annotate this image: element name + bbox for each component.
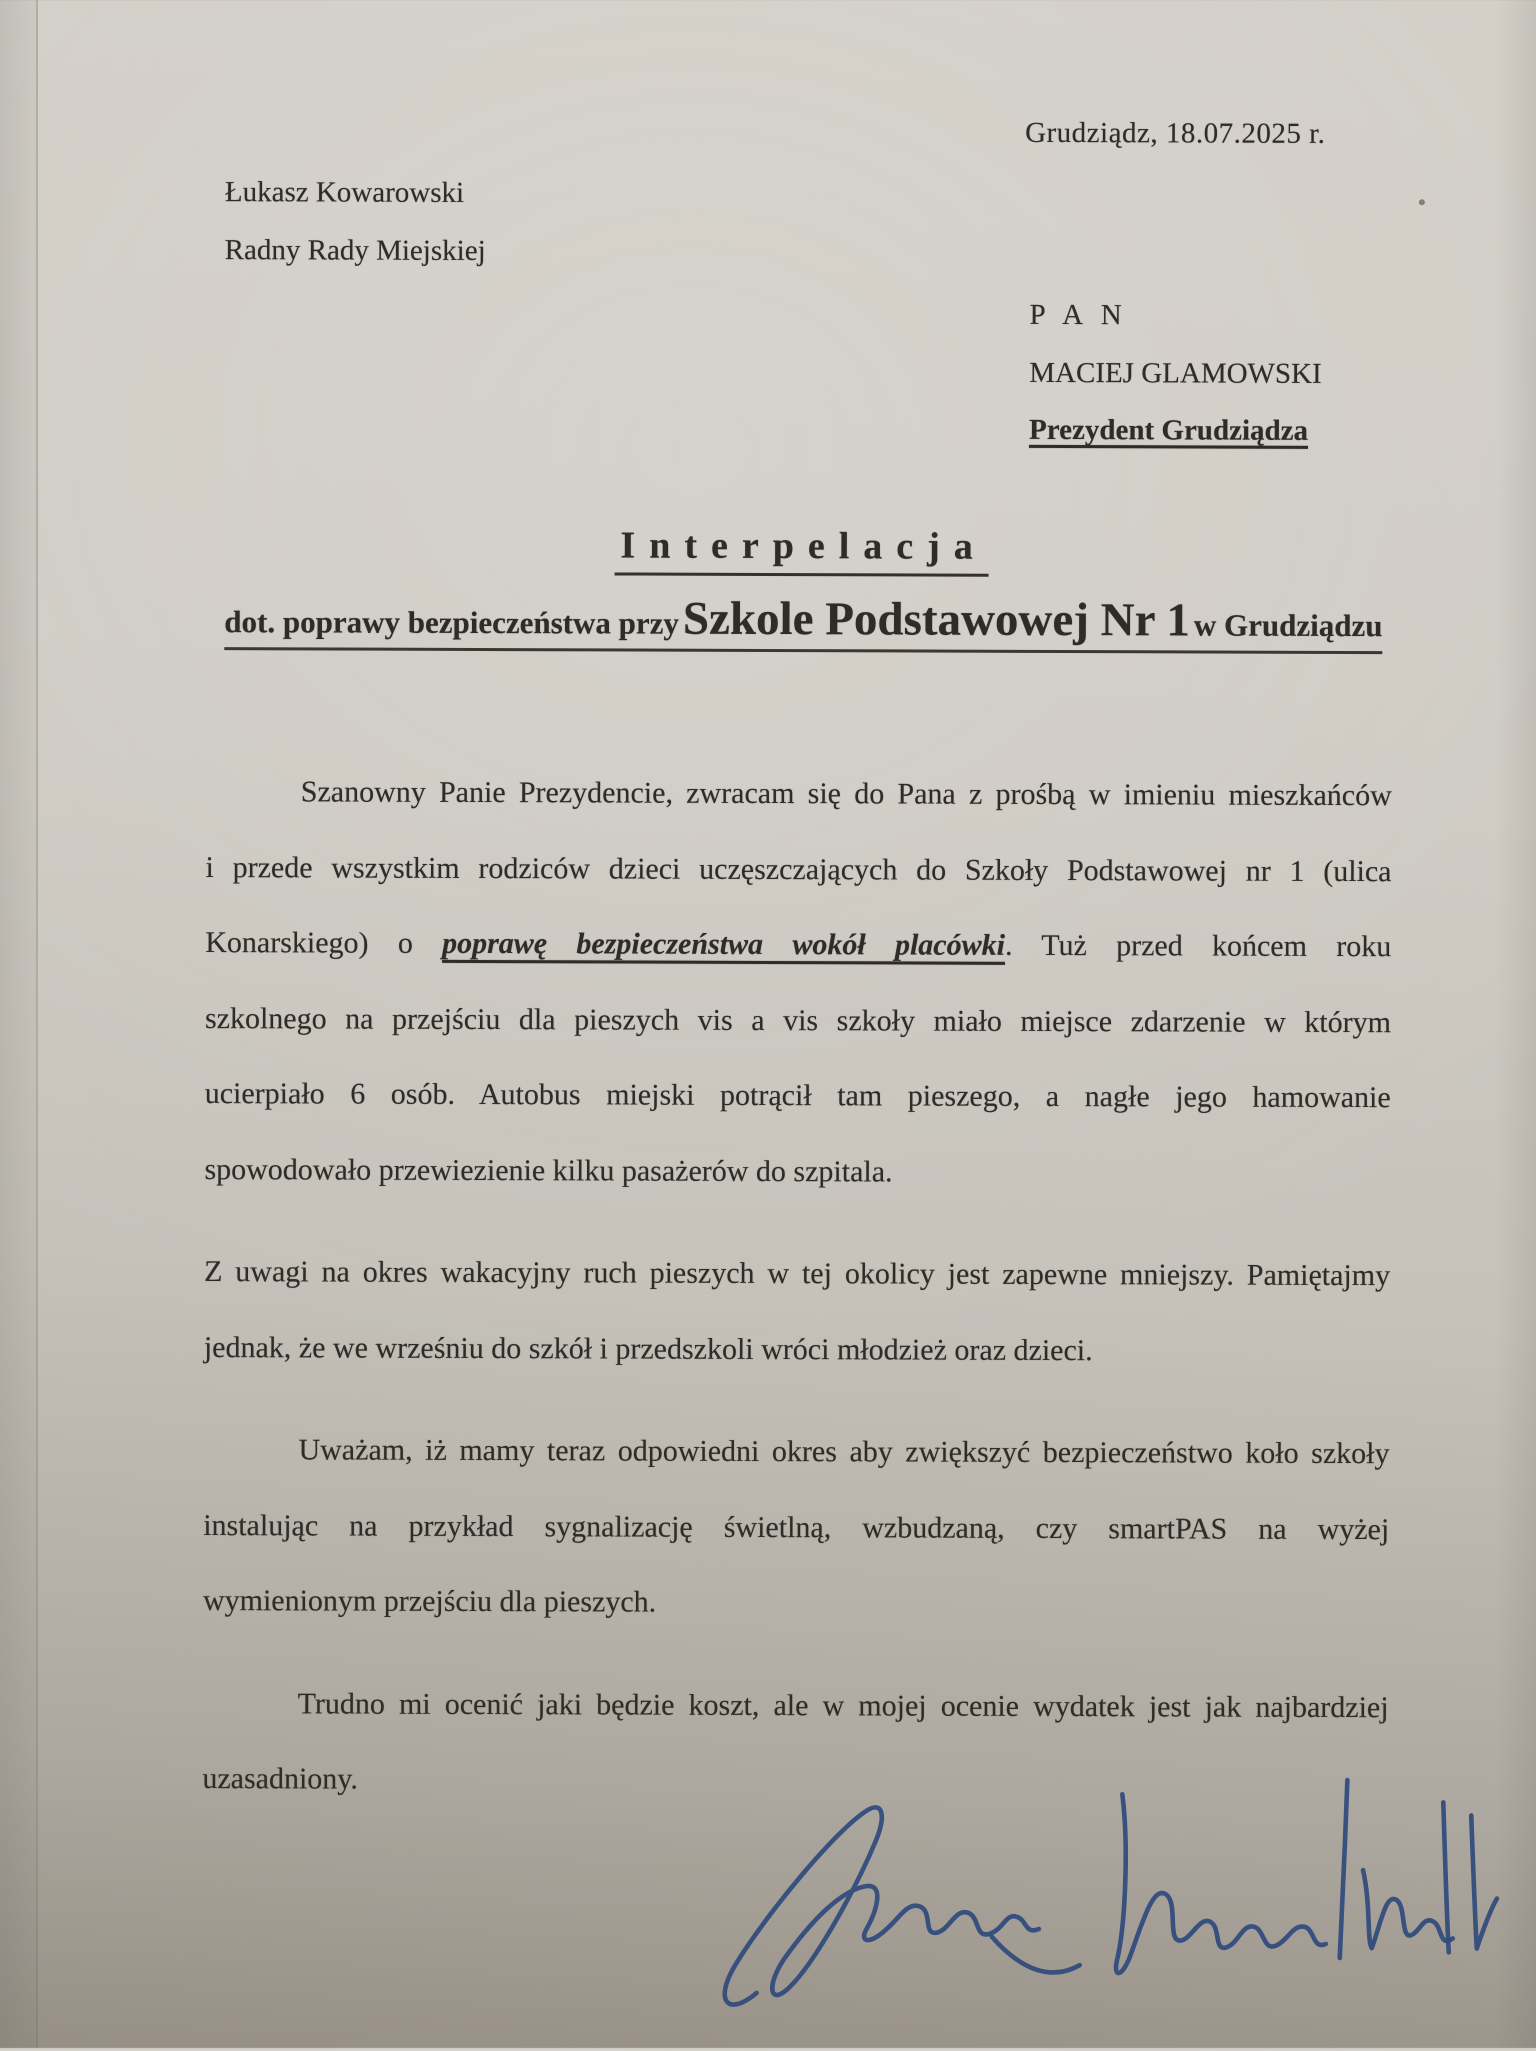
text-segment: spowodowało przewiezienie kilku pasażerów do szpitala. (204, 1152, 893, 1188)
letter-subject (224, 590, 1382, 654)
text-line (205, 830, 1391, 910)
text-segment: i przede wszystkim rodziców dzieci uczęszczających do Szkoły Podstawowej nr 1 (ulica (205, 850, 1392, 888)
text-line (205, 905, 1391, 985)
paragraph (203, 1412, 1390, 1643)
text-segment: Uważam, iż mamy teraz odpowiedni okres aby zwiększyć bezpieczeństwo koło szkoły (298, 1433, 1390, 1471)
text-segment: instalując na przykład sygnalizację świetlną, wzbudzaną, czy smartPAS na wyżej (203, 1508, 1390, 1546)
text-segment: wymienionym przejściu dla pieszych. (202, 1584, 657, 1619)
letter-subject-row (35, 589, 1536, 654)
letter-title-row (34, 521, 1536, 578)
recipient-block (1029, 287, 1322, 461)
text-line (204, 1132, 1390, 1212)
text-line (204, 1310, 1390, 1390)
recipient-role: Prezydent Grudziądza (1029, 413, 1309, 447)
letter-body (202, 754, 1392, 1848)
text-segment: jednak, że we wrześniu do szkół i przedszkoli wróci młodzież oraz dzieci. (203, 1330, 1093, 1367)
text-segment: szkolnego na przejściu dla pieszych vis a vis szkoły miało miejsce zdarzenie w którym (204, 1001, 1392, 1039)
text-segment: ucierpiało 6 osób. Autobus miejski potrącił tam pieszego, a nagłe jego hamowanie (204, 1077, 1391, 1115)
letter-title: Interpelacja (614, 523, 989, 576)
text-segment: . Tuż przed końcem roku (1004, 928, 1392, 964)
text-segment: Konarskiego) o (205, 926, 443, 960)
text-line (203, 1488, 1389, 1568)
text-line (206, 754, 1392, 834)
date-line: Grudziądz, 18.07.2025 r. (1025, 116, 1326, 150)
text-line (204, 1234, 1390, 1314)
sender-role: Radny Rady Miejskiej (224, 234, 486, 268)
text-line (205, 981, 1391, 1061)
paragraph (204, 754, 1392, 1211)
subject-suffix: w Grudziądzu (1193, 607, 1383, 644)
text-line (203, 1563, 1389, 1643)
recipient-name: MACIEJ GLAMOWSKI (1029, 356, 1322, 390)
text-segment: Z uwagi na okres wakacyjny ruch pieszych w tej okolicy jest zapewne mniejszy. Pamiętajmy (204, 1255, 1391, 1293)
text-line (203, 1412, 1389, 1492)
sender-name: Łukasz Kowarowski (224, 176, 465, 209)
paragraph (204, 1234, 1391, 1389)
subject-prefix: dot. poprawy bezpieczeństwa przy (224, 604, 679, 641)
recipient-salutation: P A N (1029, 298, 1128, 332)
text-segment: uzasadniony. (202, 1762, 358, 1796)
text-line (205, 1056, 1391, 1136)
emphasized-phrase: poprawę bezpieczeństwa wokół placówki (442, 926, 1006, 962)
paper-speck (1419, 199, 1425, 205)
text-segment: Trudno mi ocenić jaki będzie koszt, ale w mojej ocenie wydatek jest jak najbardziej (297, 1686, 1389, 1724)
signature-handwritten (686, 1738, 1507, 2041)
text-segment: Szanowny Panie Prezydencie, zwracam się do Pana z prośbą w imieniu mieszkańców (300, 775, 1392, 813)
subject-emphasis: Szkole Podstawowej Nr 1 (682, 592, 1190, 647)
text-line (202, 1666, 1388, 1746)
